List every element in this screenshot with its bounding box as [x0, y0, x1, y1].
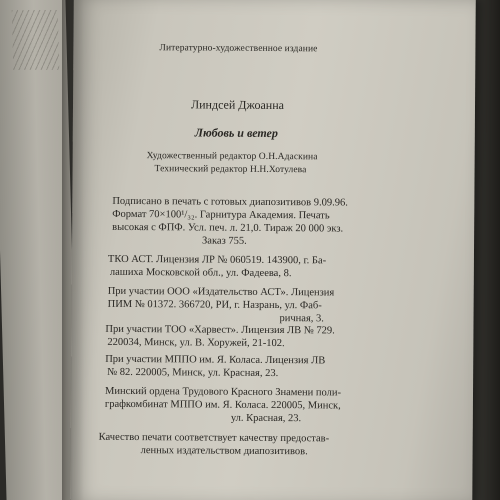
art-editor: Художественный редактор О.Н.Адаскина	[146, 151, 318, 163]
participant-line: При участии ООО «Издательство АСТ». Лицензия	[107, 285, 335, 299]
publisher-line: лашиха Московской обл., ул. Фадеева, 8.	[109, 266, 292, 280]
publisher-line: ТКО АСТ. Лицензия ЛР № 060519. 143900, г. Ба-	[107, 253, 327, 267]
printer-line: графкомбинат МППО им. Я. Коласа. 220005, Минск,	[104, 398, 341, 412]
book-title: Любовь и ветер	[194, 125, 278, 141]
participant-line: При участии МППО им. Я. Коласа. Лицензия ЛВ	[105, 353, 326, 367]
printer-line: Минский ордена Трудового Красного Знамени поли-	[104, 385, 342, 399]
spec-line: Формат 70×100¹/₃₂. Гарнитура Академия. Печать	[112, 208, 330, 222]
book-gutter	[62, 0, 84, 500]
participant-line: ПИМ № 01372. 366720, РИ, г. Назрань, ул. Фаб-	[107, 298, 322, 312]
spec-line: Подписано в печать с готовых диапозитивов 9.09.96.	[112, 195, 348, 209]
participant-line: 220034, Минск, ул. В. Хоружей, 21-102.	[107, 336, 285, 350]
edition-type: Литературно-художественное издание	[159, 43, 318, 55]
spec-line: Заказ 755.	[202, 235, 247, 247]
background-edge	[472, 0, 500, 500]
participant-line: При участии ТОО «Харвест». Лицензия ЛВ № 729.	[105, 323, 335, 337]
quality-line: ленных издательством диапозитивов.	[140, 445, 308, 458]
left-page-print	[12, 10, 60, 70]
book-page	[70, 0, 476, 500]
participant-line: № 82. 220005, Минск, ул. Красная, 23.	[107, 366, 279, 380]
printer-line: ул. Красная, 23.	[230, 412, 302, 425]
tech-editor: Технический редактор Н.Н.Хотулева	[154, 164, 307, 176]
author-name: Линдсей Джоанна	[190, 97, 285, 113]
participant-line: ричная, 3.	[279, 313, 324, 325]
quality-line: Качество печати соответствует качеству предостав-	[98, 431, 330, 445]
spec-line: высокая с ФПФ. Усл. печ. л. 21,0. Тираж 20 000 экз.	[112, 221, 344, 235]
